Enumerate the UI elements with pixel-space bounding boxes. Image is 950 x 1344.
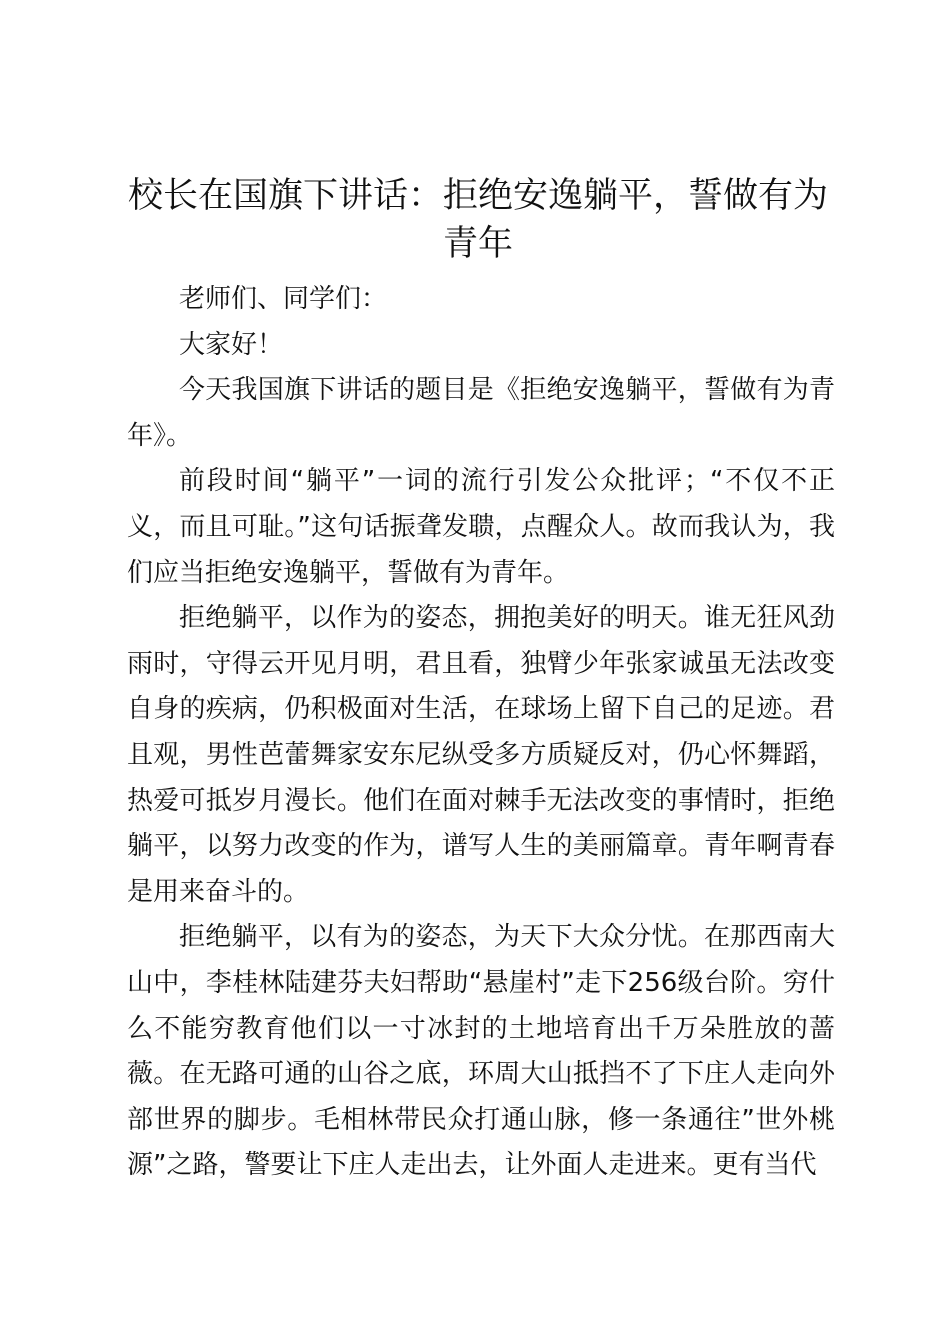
greeting-paragraph: 大家好！ <box>179 329 284 360</box>
intro-paragraph: 今天我国旗下讲话的题目是《拒绝安逸躺平，誓做有为青年》。 <box>127 375 835 451</box>
body-paragraph: 拒绝躺平，以有为的姿态，为天下大众分忧。在那西南大山中，李桂林陆建芬夫妇帮助“悬崖村”走下256级台阶。穷什么不能穷教育他们以一寸冰封的土地培育出千万朵胜放的蔷薇。在无路可通的山谷之底，环周大山抵挡不了下庄人走向外部世界的脚步。毛相林带民众打通山脉，修一条通往”世外桃源”之路，警要让下庄人走出去，让外面人走进来。更有当代 <box>127 922 835 1181</box>
body-paragraph: 拒绝躺平，以作为的姿态，拥抱美好的明天。谁无狂风劲雨时，守得云开见月明，君且看，独臂少年张家诚虽无法改变自身的疾病，仍积极面对生活，在球场上留下自己的足迹。君且观，男性芭蕾舞家安东尼纵受多方质疑反对，仍心怀舞蹈，热爱可抵岁月漫长。他们在面对棘手无法改变的事情时，拒绝躺平，以努力改变的作为，谱写人生的美丽篇章。青年啊青春是用来奋斗的。 <box>127 603 835 907</box>
body-paragraph: 前段时间“躺平”一词的流行引发公众批评；“不仅不正义，而且可耻。”这句话振聋发聩，点醒众人。故而我认为，我们应当拒绝安逸躺平，誓做有为青年。 <box>127 466 835 588</box>
document-title: 校长在国旗下讲话：拒绝安逸躺平，誓做有为青年 <box>127 176 828 264</box>
salutation-paragraph: 老师们、同学们： <box>179 284 388 314</box>
document-body <box>127 277 835 1189</box>
